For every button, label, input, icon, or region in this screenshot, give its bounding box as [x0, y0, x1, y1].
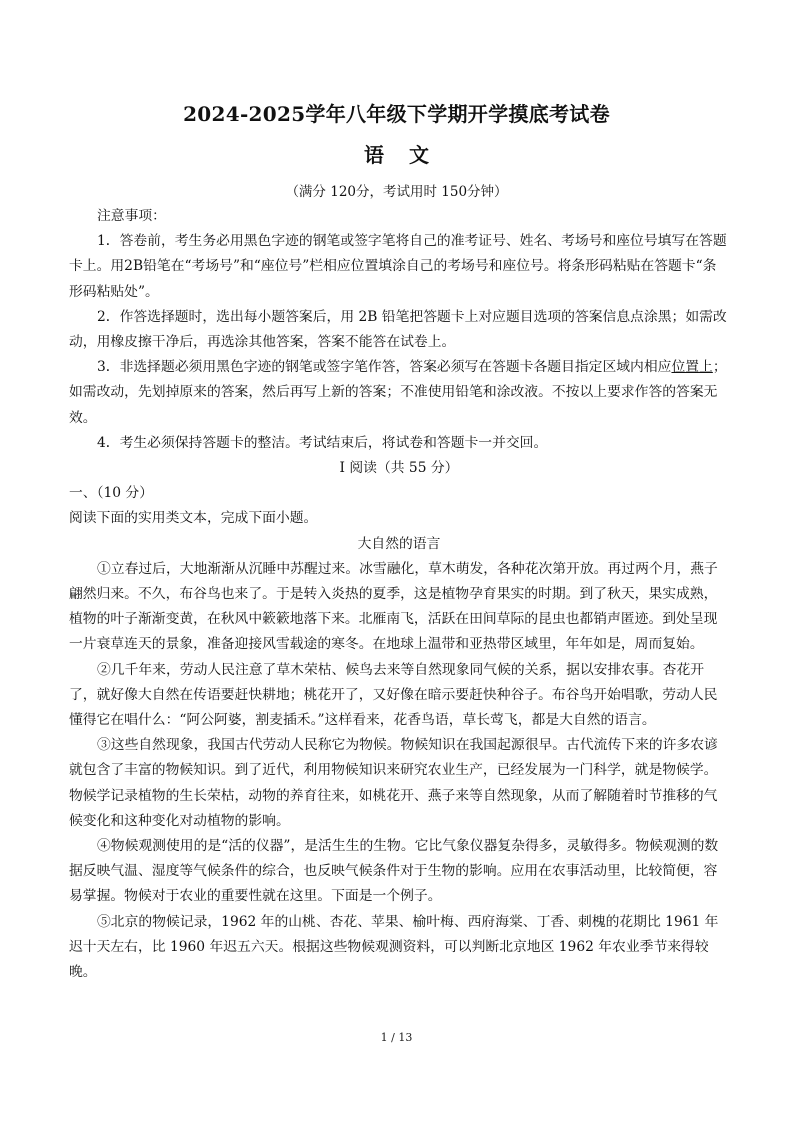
- article-paragraph-1: ①立春过后，大地渐渐从沉睡中苏醒过来。冰雪融化，草木萌发，各种花次第开放。再过两个月，燕子翩然归来。不久，布谷鸟也来了。于是转入炎热的夏季，这是植物孕育果实的时期。到了秋天，果实成熟，植物的叶子渐渐变黄，在秋风中簌簌地落下来。北雁南飞，活跃在田间草际的昆虫也都销声匿迹。到处呈现一片衰草连天的景象，准备迎接风雪载途的寒冬。在地球上温带和亚热带区域里，年年如是，周而复始。: [69, 560, 718, 653]
- section-heading: I 阅读（共 55 分）: [339, 460, 459, 477]
- exam-title: 2024-2025学年八年级下学期开学摸底考试卷: [183, 102, 610, 126]
- score-time-line: （满分 120分，考试用时 150分钟）: [285, 184, 508, 200]
- page-number: 1 / 13: [380, 1031, 413, 1044]
- notice-item-3-part2: ；如需改动，先划掉原来的答案，然后再写上新的答案；不准使用铅笔和涂改液。不按以上要求作答的答案无效。: [69, 359, 727, 426]
- article-paragraph-3: ③这些自然现象，我国古代劳动人民称它为物候。物候知识在我国起源很早。古代流传下来的许多农谚就包含了丰富的物候知识。到了近代，利用物候知识来研究农业生产，已经发展为一门科学，就是物候学。物候学记录植物的生长荣枯，动物的养育往来，如桃花开、燕子来等自然现象，从而了解随着时节推移的气候变化和这种变化对动植物的影响。: [69, 737, 718, 829]
- reading-instruction: 阅读下面的实用类文本，完成下面小题。: [69, 510, 318, 527]
- part-label: 一、（10 分）: [69, 485, 154, 502]
- notice-item-3-part1: 3．非选择题必须用黑色字迹的钢笔或签字笔作答，答案必须写在答题卡各题目指定区域内相应: [97, 359, 672, 376]
- notice-item-4: 4．考生必须保持答题卡的整洁。考试结束后，将试卷和答题卡一并交回。: [97, 434, 548, 451]
- article-paragraph-4: ④物候观测使用的是“活的仪器”，是活生生的生物。它比气象仪器复杂得多，灵敏得多。物候观测的数据反映气温、湿度等气候条件的综合，也反映气候条件对于生物的影响。应用在农事活动里，比较简便，容易掌握。物候对于农业的重要性就在这里。下面是一个例子。: [69, 838, 719, 905]
- notice-item-3: [69, 355, 729, 431]
- subject-title: 语 文: [364, 143, 429, 167]
- notice-heading: 注意事项：: [97, 208, 166, 224]
- notice-item-3-underlined: 位置上: [671, 359, 713, 376]
- notice-item-1: 1．答卷前，考生务必用黑色字迹的钢笔或签字笔将自己的准考证号、姓名、考场号和座位号填写在答题卡上。用2B铅笔在“考场号”和“座位号”栏相应位置填涂自己的考场号和座位号。将条形码粘贴在答题卡“条形码粘贴处”。: [69, 233, 727, 300]
- article-title: 大自然的语言: [357, 535, 441, 552]
- notice-item-2: 2．作答选择题时，选出每小题答案后，用 2B 铅笔把答题卡上对应题目选项的答案信息点涂黑；如需改动，用橡皮擦干净后，再选涂其他答案，答案不能答在试卷上。: [69, 308, 727, 351]
- article-paragraph-2: ②几千年来，劳动人民注意了草木荣枯、候鸟去来等自然现象同气候的关系，据以安排农事。杏花开了，就好像大自然在传语要赶快耕地；桃花开了，又好像在暗示要赶快种谷子。布谷鸟开始唱歌，劳动人民懂得它在唱什么：“阿公阿婆，割麦插禾。”这样看来，花香鸟语，草长莺飞，都是大自然的语言。: [69, 661, 718, 729]
- article-paragraph-5: ⑤北京的物候记录，1962 年的山桃、杏花、苹果、榆叶梅、西府海棠、丁香、刺槐的花期比 1961 年迟十天左右，比 1960 年迟五六天。根据这些物候观测资料，可以判断北京地区 1962 年农业季节来得较晚。: [69, 913, 719, 981]
- exam-body: [69, 204, 729, 985]
